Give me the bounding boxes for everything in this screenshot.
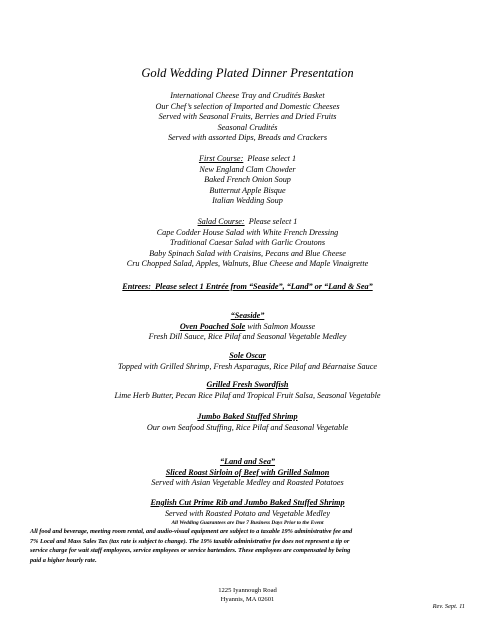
fine-print-line: paid a higher hourly rate. (30, 556, 97, 564)
entree-description: Lime Herb Butter, Pecan Rice Pilaf and Tropical Fruit Salsa, Seasonal Vegetable (114, 390, 381, 400)
first-course-instruction: Please select 1 (247, 154, 297, 163)
land-and-sea-heading: “Land and Sea” (219, 457, 276, 466)
entree-description: Our own Seafood Stuffing, Rice Pilaf and Seasonal Vegetable (146, 422, 349, 432)
entree-name: Sliced Roast Sirloin of Beef with Grilled Salmon (165, 467, 330, 477)
fine-print (30, 527, 470, 565)
entree-description: Fresh Dill Sauce, Rice Pilaf and Seasonal Vegetable Medley (148, 332, 347, 342)
salad-course-label: Salad Course: (197, 217, 245, 226)
entree-name (0, 322, 495, 333)
appetizer-section (0, 91, 495, 144)
land-and-sea-section (0, 457, 495, 489)
salad-course-item: Baby Spinach Salad with Craisins, Pecans and Blue Cheese (149, 248, 346, 258)
salad-course-instruction: Please select 1 (248, 217, 298, 226)
entrees-section (0, 282, 495, 293)
appetizer-line: Served with assorted Dips, Breads and Crackers (167, 133, 328, 143)
entree-description: Topped with Grilled Shrimp, Fresh Asparagus, Rice Pilaf and Béarnaise Sauce (118, 361, 377, 371)
entrees-label: Entrees: (122, 282, 151, 291)
fine-print-line: All food and beverage, meeting room rental, and audio-visual equipment are subject to a taxable 19% administrative fee and (30, 528, 353, 535)
land-and-sea-entree (0, 498, 495, 519)
revision-note: Rev. Sept. 11 (432, 603, 465, 610)
first-course-item: Italian Wedding Soup (212, 196, 283, 206)
address-street: 1225 Iyannough Road (218, 587, 277, 594)
salad-course-item: Traditional Caesar Salad with Garlic Croutons (169, 238, 326, 248)
appetizer-line: Served with Seasonal Fruits, Berries and Dried Fruits (158, 112, 337, 122)
page-title: Gold Wedding Plated Dinner Presentation (141, 66, 354, 80)
address (0, 586, 495, 604)
seaside-entree (0, 380, 495, 401)
seaside-entree (0, 351, 495, 372)
entree-name-suffix: with Salmon Mousse (245, 321, 316, 331)
seaside-entree (0, 412, 495, 433)
appetizer-line: Seasonal Crudités (217, 122, 278, 132)
seaside-section (0, 311, 495, 343)
first-course-item: New England Clam Chowder (199, 164, 296, 174)
entree-name: Sole Oscar (229, 351, 266, 360)
appetizer-line: Our Chef’s selection of Imported and Domestic Cheeses (155, 101, 340, 111)
address-city: Hyannis, MA 02601 (220, 596, 275, 603)
fine-print-line: 7% Local and Mass Sales Tax (tax rate is subject to change). The 19% taxable administrative fee does not represent a tip or (30, 537, 350, 545)
entree-description: Served with Asian Vegetable Medley and Roasted Potatoes (151, 478, 344, 488)
salad-course-section (0, 217, 495, 270)
first-course-section (0, 154, 495, 207)
guarantee-note: All Wedding Guarantees are Due 7 Business Days Prior to the Event (171, 520, 324, 526)
entree-name: Jumbo Baked Stuffed Shrimp (197, 412, 298, 421)
seaside-heading: “Seaside” (230, 311, 265, 320)
appetizer-line: International Cheese Tray and Crudités Basket (170, 91, 325, 100)
first-course-heading (0, 154, 495, 165)
first-course-label: First Course: (198, 154, 244, 163)
entrees-instruction: Please select 1 Entrée from “Seaside”, “Land” or “Land & Sea” (155, 282, 373, 291)
salad-course-item: Cape Codder House Salad with White French Dressing (156, 227, 339, 237)
entree-name: English Cut Prime Rib and Jumbo Baked Stuffed Shrimp (150, 498, 345, 507)
fine-print-line: service charge for wait staff employees, service employees or service bartenders. These employees are compensated by being (30, 547, 351, 555)
entrees-heading (0, 282, 495, 293)
first-course-item: Baked French Onion Soup (204, 175, 291, 185)
salad-course-heading (0, 217, 495, 228)
entree-name-primary: Oven Poached Sole (179, 321, 246, 331)
entree-description: Served with Roasted Potato and Vegetable Medley (164, 508, 331, 518)
first-course-item: Butternut Apple Bisque (209, 185, 286, 195)
salad-course-item: Cru Chopped Salad, Apples, Walnuts, Blue Cheese and Maple Vinaigrette (126, 259, 369, 269)
entree-name: Grilled Fresh Swordfish (206, 380, 289, 389)
